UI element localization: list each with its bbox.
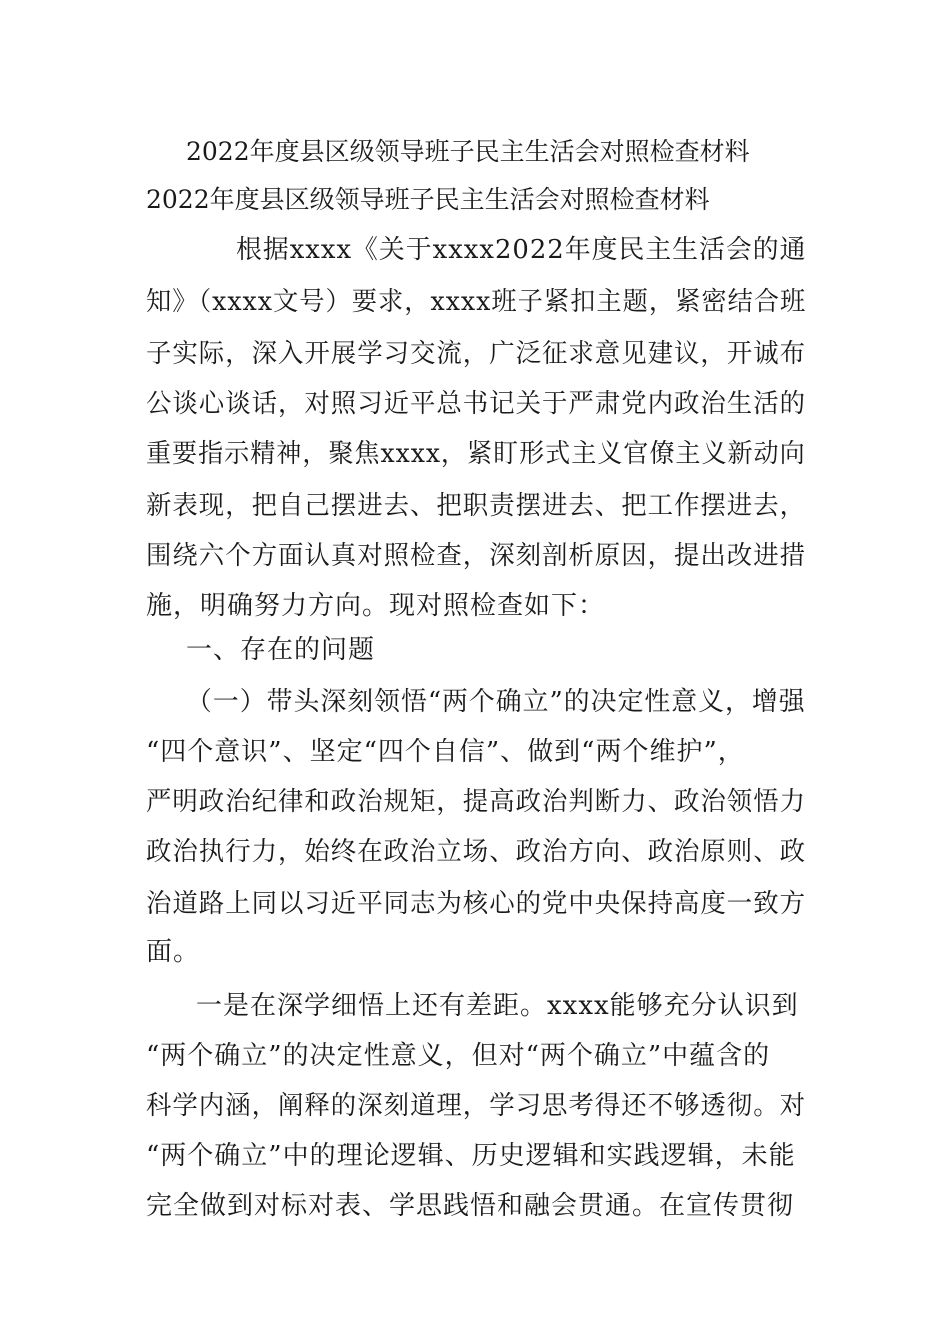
document-title: 2022年度县区级领导班子民主生活会对照检查材料 [186, 137, 750, 166]
paragraph-line: 严明政治纪律和政治规矩，提高政治判断力、政治领悟力 [146, 787, 807, 817]
paragraph-line: 重要指示精神，聚焦xxxx，紧盯形式主义官僚主义新动向 [146, 439, 806, 469]
paragraph-line: “四个意识”、坚定“四个自信”、做到“两个维护”， [146, 737, 745, 767]
paragraph-line: 面。 [146, 937, 201, 967]
paragraph-line: 科学内涵，阐释的深刻道理，学习思考得还不够透彻。对 [146, 1091, 807, 1121]
paragraph-line: “两个确立”中的理论逻辑、历史逻辑和实践逻辑，未能 [146, 1141, 796, 1171]
paragraph-line: （一）带头深刻领悟“两个确立”的决定性意义，增强 [186, 687, 806, 717]
paragraph-line: 完全做到对标对表、学思践悟和融会贯通。在宣传贯彻 [146, 1191, 795, 1221]
paragraph-line: “两个确立”的决定性意义，但对“两个确立”中蕴含的 [146, 1041, 771, 1071]
paragraph-line: 围绕六个方面认真对照检查，深刻剖析原因，提出改进措 [146, 541, 807, 571]
paragraph-line: 公谈心谈话，对照习近平总书记关于严肃党内政治生活的 [146, 389, 807, 419]
section-heading: 一、存在的问题 [186, 635, 376, 665]
document-subtitle: 2022年度县区级领导班子民主生活会对照检查材料 [146, 185, 710, 214]
paragraph-line: 施，明确努力方向。现对照检查如下： [146, 591, 606, 621]
paragraph-line: 一是在深学细悟上还有差距。xxxx能够充分认识到 [196, 991, 799, 1021]
paragraph-line: 治道路上同以习近平同志为核心的党中央保持高度一致方 [146, 889, 807, 919]
paragraph-line: 新表现，把自己摆进去、把职责摆进去、把工作摆进去， [146, 491, 807, 521]
paragraph-line: 子实际，深入开展学习交流，广泛征求意见建议，开诚布 [146, 339, 807, 369]
paragraph-line: 知》（xxxx文号）要求，xxxx班子紧扣主题，紧密结合班 [146, 287, 807, 317]
paragraph-line: 根据xxxx《关于xxxx2022年度民主生活会的通 [236, 235, 807, 265]
paragraph-line: 政治执行力，始终在政治立场、政治方向、政治原则、政 [146, 837, 807, 867]
